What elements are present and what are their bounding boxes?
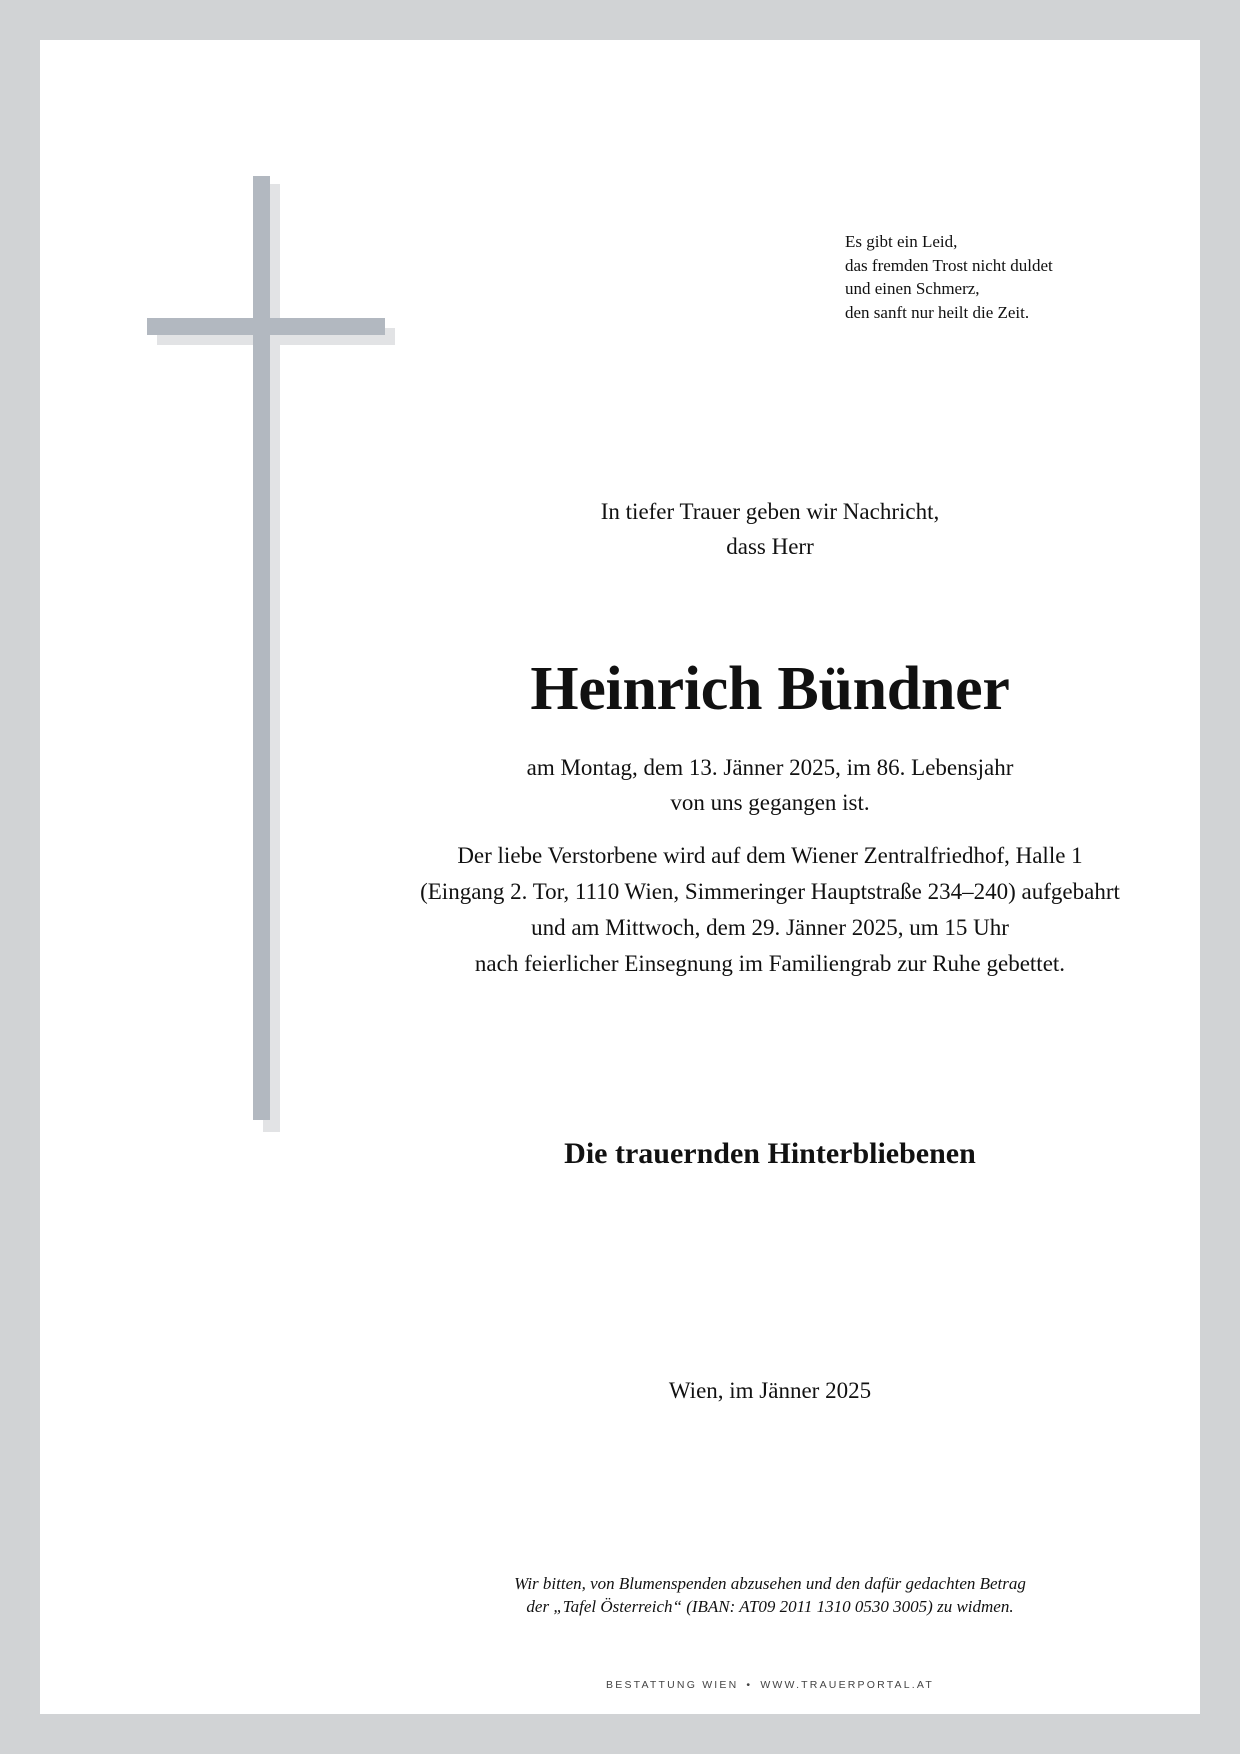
intro-line: In tiefer Trauer geben wir Nachricht, — [600, 499, 940, 524]
poem-line: Es gibt ein Leid, — [845, 232, 958, 251]
funeral-line: Der liebe Verstorbene wird auf dem Wiener Zentralfriedhof, Halle 1 — [457, 843, 1083, 868]
announcement-intro — [340, 494, 1200, 564]
obituary-sheet — [40, 40, 1200, 1714]
place-date: Wien, im Jänner 2025 — [668, 1378, 872, 1403]
poem-line: und einen Schmerz, — [845, 279, 980, 298]
funeral-line: nach feierlicher Einsegnung im Familiengrab zur Ruhe gebettet. — [474, 951, 1066, 976]
funeral-details — [340, 838, 1200, 982]
funeral-line: und am Mittwoch, dem 29. Jänner 2025, um 15 Uhr — [531, 915, 1009, 940]
donation-request — [340, 1572, 1200, 1618]
poem-line: den sanft nur heilt die Zeit. — [845, 302, 1030, 322]
deceased-name: Heinrich Bündner — [530, 655, 1010, 723]
footer-separator: • — [746, 1679, 753, 1691]
funeral-line: (Eingang 2. Tor, 1110 Wien, Simmeringer Hauptstraße 234–240) aufgebahrt — [420, 879, 1120, 904]
cross-icon-horizontal-bar — [147, 318, 385, 335]
poem-line: das fremden Trost nicht duldet — [845, 255, 1053, 275]
death-line: von uns gegangen ist. — [670, 790, 870, 815]
death-notice — [340, 750, 1200, 820]
intro-line: dass Herr — [726, 534, 814, 559]
mourners-signature: Die trauernden Hinterbliebenen — [564, 1137, 976, 1170]
footer — [340, 1678, 1200, 1692]
footer-company: BESTATTUNG WIEN — [606, 1679, 739, 1691]
donation-line: Wir bitten, von Blumenspenden abzusehen und den dafür gedachten Betrag — [514, 1574, 1026, 1593]
death-line: am Montag, dem 13. Jänner 2025, im 86. Lebensjahr — [526, 755, 1014, 780]
poem — [845, 230, 1175, 324]
donation-line: der „Tafel Österreich“ (IBAN: AT09 2011 1310 0530 3005) zu widmen. — [526, 1597, 1014, 1616]
footer-website-link[interactable]: WWW.TRAUERPORTAL.AT — [760, 1679, 934, 1691]
